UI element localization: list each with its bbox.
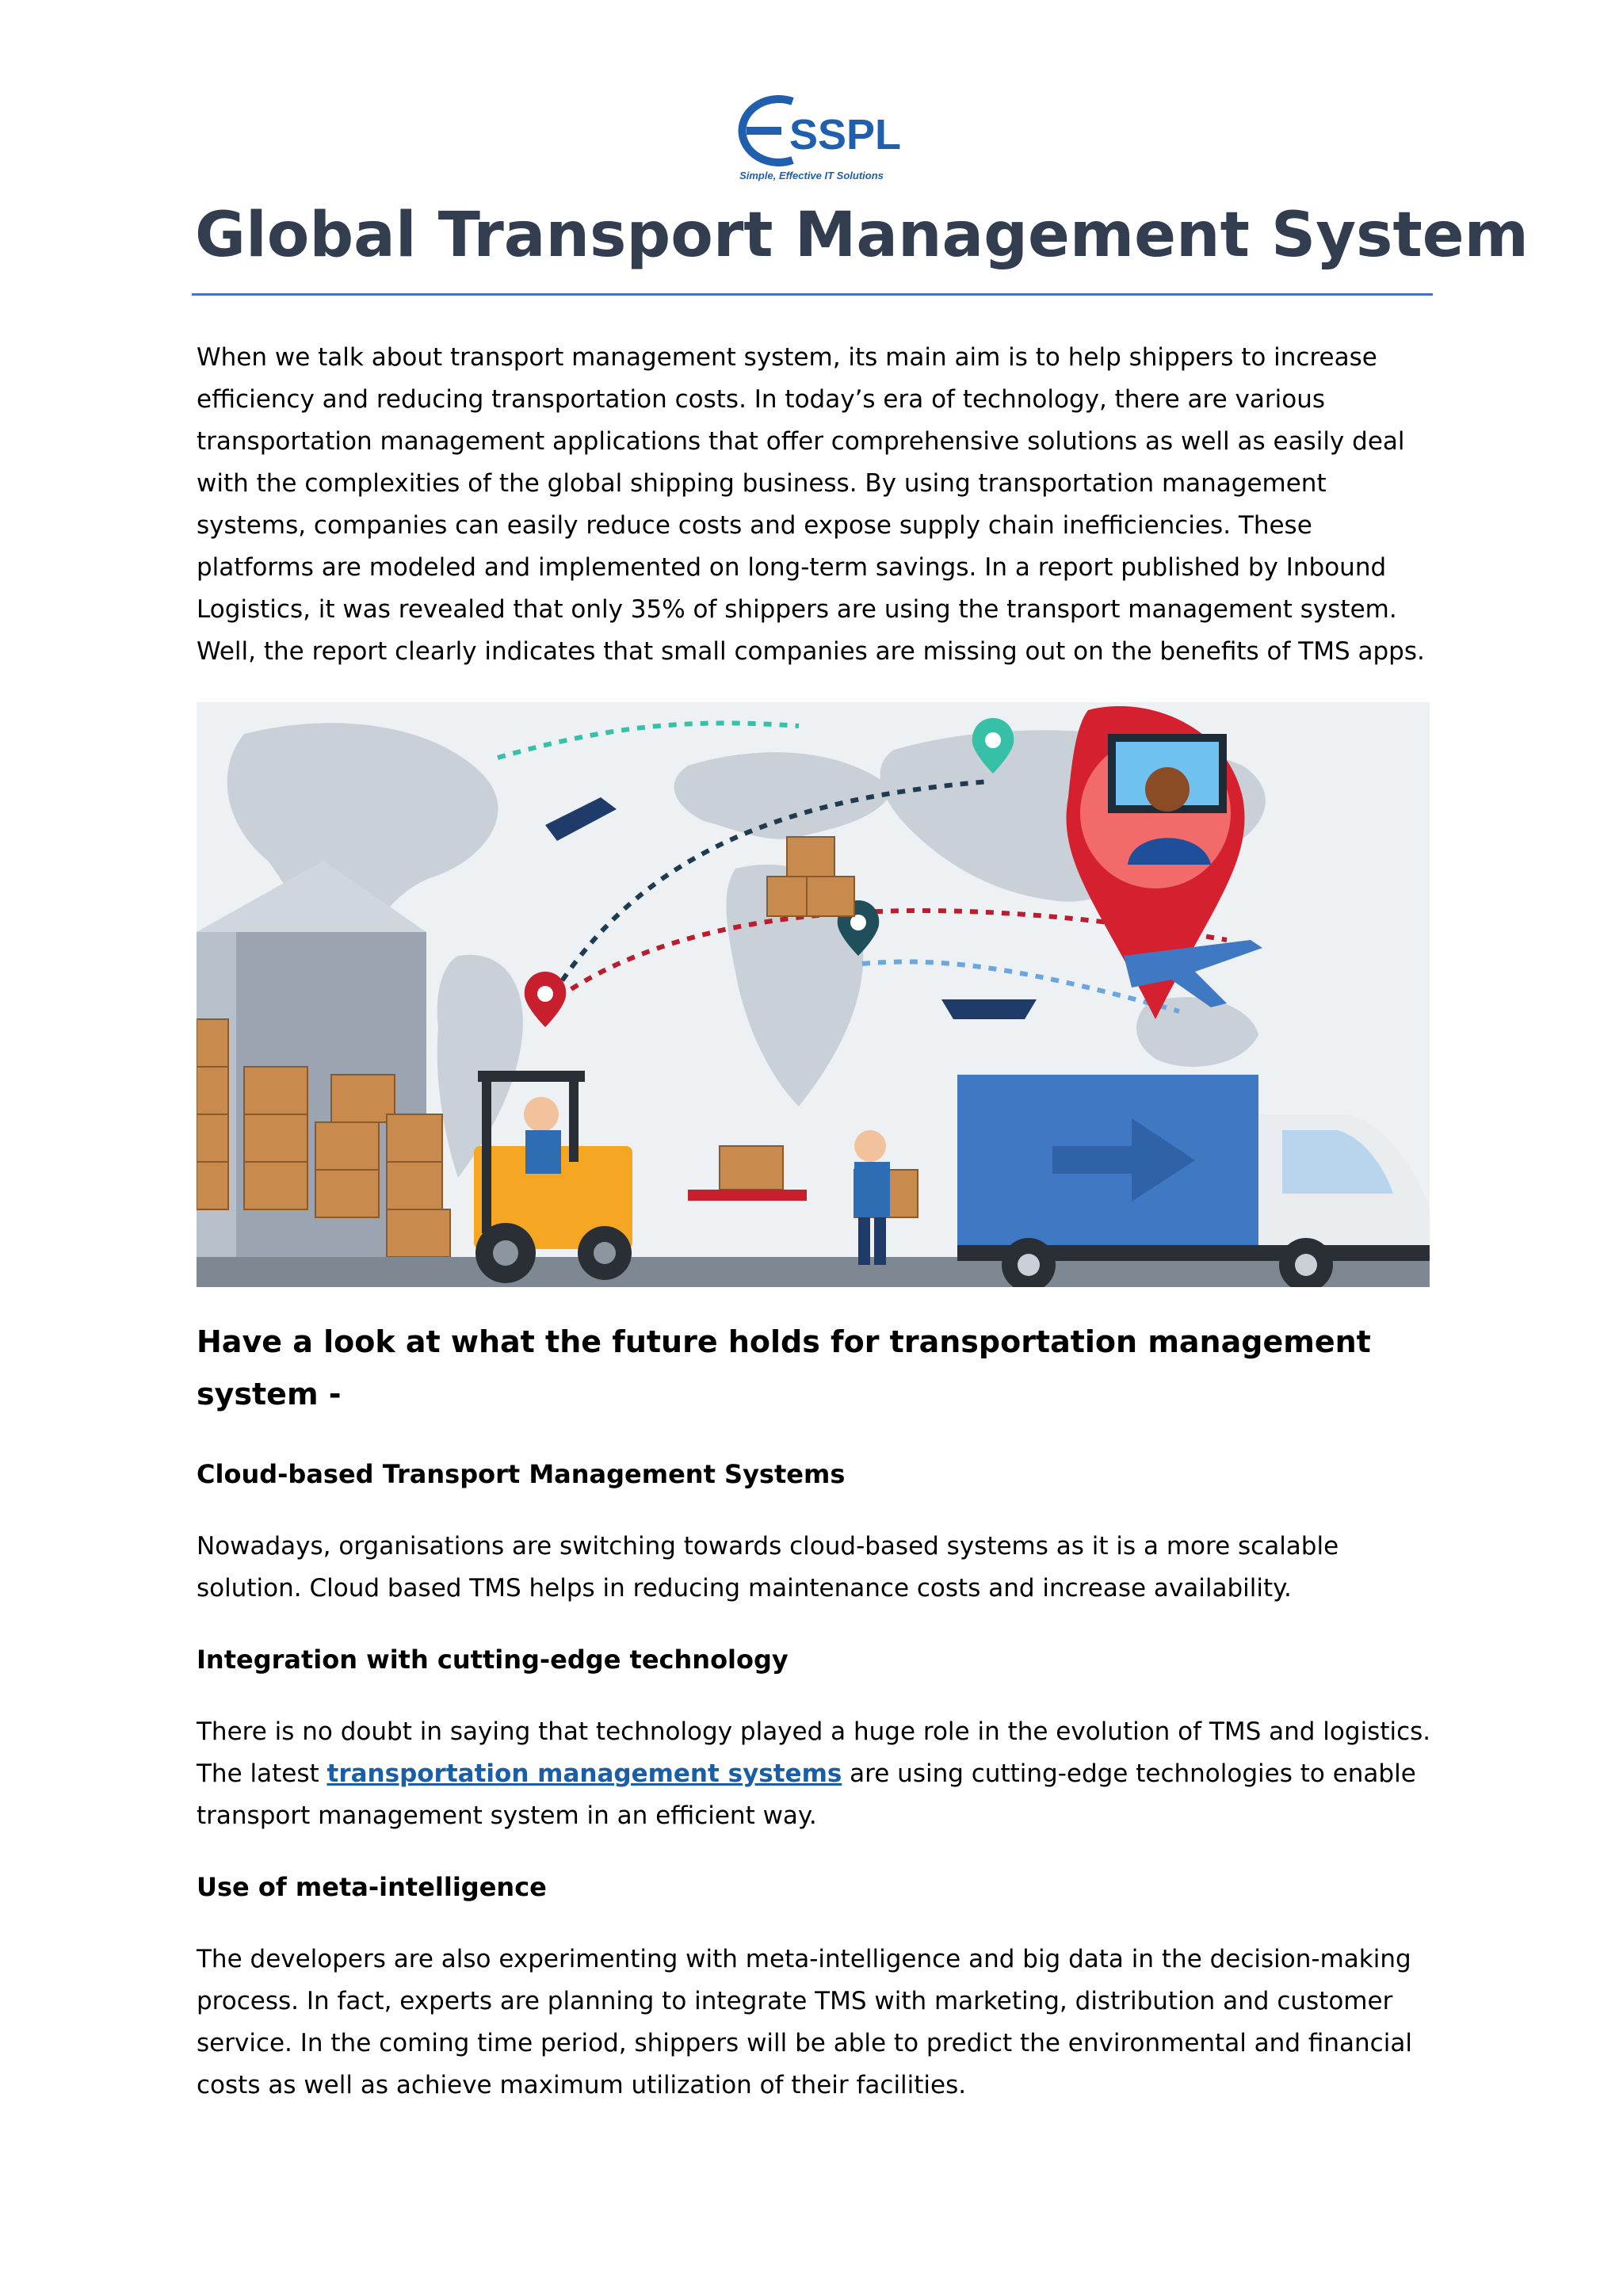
intro-paragraph: When we talk about transport management system, its main aim is to help shippers to increase efficiency and reducing transportation costs. In today’s era of technology, there are various transportation management applications that offer comprehensive solutions as well as easily deal with the complexities of the global shipping business. By using transportation management systems, companies can easily reduce costs and expose supply chain inefficiencies. These platforms are modeled and implemented on long-term savings. In a report published by Inbound Logistics, it was revealed that only 35% of shippers are using the transport management system. Well, the report clearly indicates that small companies are missing out on the benefits of TMS apps. — [197, 343, 1425, 666]
cloud-section-heading: Cloud-based Transport Management Systems — [197, 1459, 846, 1489]
cloud-section-text: Nowadays, organisations are switching towards cloud-based systems as it is a more scalable solution. Cloud based TMS helps in reducing maintenance costs and increase availability. — [197, 1532, 1339, 1603]
logistics-illustration — [197, 702, 1430, 1287]
integration-text-before-link: There is no doubt in saying that technology played a huge role in the evolution of TMS and logistics. The latest — [197, 1717, 1431, 1788]
page-title: Global Transport Management System — [195, 200, 1529, 271]
meta-section-text: The developers are also experimenting with meta-intelligence and big data in the decision-making process. In fact, experts are planning to integrate TMS with marketing, distribution and customer service. In the coming time period, shippers will be able to predict the environmental and financial costs as well as achieve maximum utilization of their facilities. — [197, 1945, 1412, 2099]
logo-wordmark: SSPL — [789, 111, 902, 159]
integration-section-text — [197, 1711, 1433, 1837]
integration-text-after-link: are using cutting-edge technologies to enable transport management system in an efficient way. — [197, 1759, 1416, 1830]
logo-mark-icon — [716, 87, 907, 170]
meta-section-heading: Use of meta-intelligence — [197, 1872, 547, 1902]
logistics-illustration-graphic — [197, 702, 1430, 1287]
title-underline — [192, 293, 1433, 296]
logo-tagline: Simple, Effective IT Solutions — [739, 170, 884, 181]
integration-section-heading: Integration with cutting-edge technology — [197, 1645, 789, 1675]
future-heading: Have a look at what the future holds for transportation management system - — [197, 1324, 1371, 1412]
tms-link[interactable]: transportation management systems — [327, 1759, 842, 1788]
company-logo — [716, 87, 907, 190]
